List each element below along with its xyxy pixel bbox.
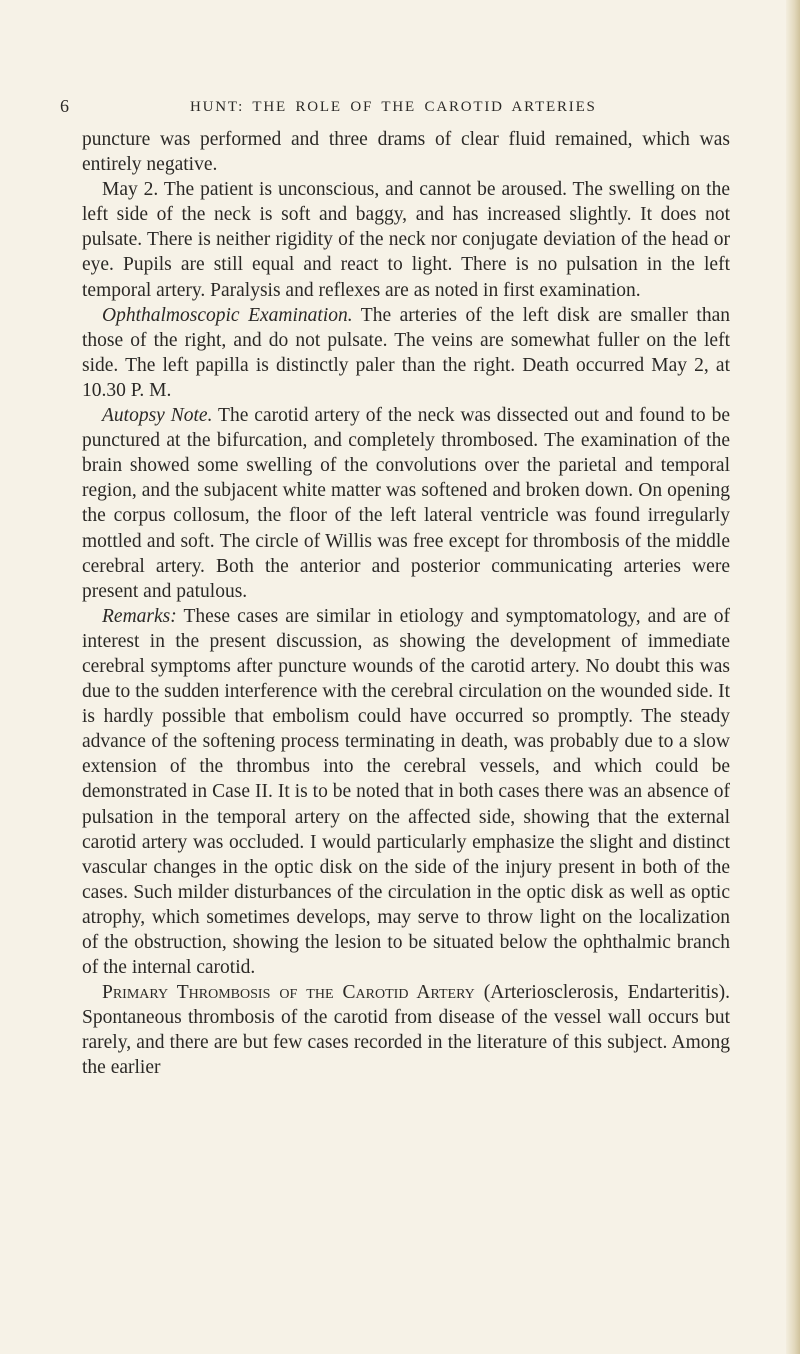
running-header <box>60 96 720 120</box>
paragraph-remarks <box>82 604 730 980</box>
paragraph-puncture-result: puncture was performed and three drams of clear fluid remained, which was entirely negative. <box>82 129 730 176</box>
paragraph-ophthalmoscopic <box>82 303 730 403</box>
autopsy-text: The carotid artery of the neck was dissected out and found to be punctured at the bifurcation, and completely thrombosed. The examination of the brain showed some swelling of the convolutions over the parietal and temporal region, and the subjacent white matter was softened and broken down. On opening the corpus collosum, the floor of the left lateral ventricle was found irregularly mottled and soft. The circle of Willis was free except for thrombosis of the middle cerebral artery. Both the anterior and posterior communicating arteries were present and patulous. <box>82 405 731 602</box>
ophthalmoscopic-heading: Ophthalmoscopic Examination. <box>102 304 353 326</box>
remarks-text: These cases are similar in etiology and symptomatology, and are of interest in the present discussion, as showing the development of immediate cerebral symptoms after puncture wounds of the carotid artery. No doubt this was due to the sudden interference with the cerebral circulation on the wounded side. It is hardly possible that embolism could have occurred so promptly. The steady advance of the softening process terminating in death, was probably due to a slow extension of the thrombus into the cerebral vessels, and which could be demonstrated in Case II. It is to be noted that in both cases there was an absence of pulsation in the temporal artery on the affected side, showing that the external carotid artery was occluded. I would particularly emphasize the slight and distinct vascular changes in the optic disk on the side of the injury present in both of the cases. Such milder disturbances of the circulation in the optic disk as well as optic atrophy, which sometimes develops, may serve to throw light on the localization of the obstruction, showing the lesion to be situated below the ophthalmic branch of the internal carotid. <box>82 605 730 979</box>
paragraph-primary-thrombosis <box>82 980 730 1080</box>
autopsy-heading: Autopsy Note. <box>102 405 213 427</box>
paragraph-may-2: May 2. The patient is unconscious, and cannot be aroused. The swelling on the left side of the neck is soft and baggy, and has increased slightly. It does not pulsate. There is neither rigidity of the neck nor conjugate deviation of the head or eye. Pupils are still equal and react to light. There is no pulsation in the left temporal artery. Paralysis and reflexes are as noted in first examination. <box>82 179 730 301</box>
page-number: 6 <box>60 96 69 116</box>
body-text <box>82 127 730 1081</box>
primary-thrombosis-heading: Primary Thrombosis of the Carotid Artery <box>102 982 475 1004</box>
remarks-heading: Remarks: <box>102 605 177 627</box>
primary-thrombosis-text: (Arteriosclerosis, Endarteritis). Spontaneous thrombosis of the carotid from disease of the vessel wall occurs but rarely, and there are but few cases recorded in the literature of this subject. Among the earlier <box>82 982 730 1079</box>
paragraph-autopsy <box>82 403 730 604</box>
running-head-title: HUNT: THE ROLE OF THE CAROTID ARTERIES <box>190 99 597 115</box>
ophthalmoscopic-text: The arteries of the left disk are smaller than those of the right, and do not pulsate. The veins are somewhat fuller on the left side. The left papilla is distinctly paler than the right. Death occurred May 2, at 10.30 P. M. <box>82 304 731 401</box>
page-edge-shadow <box>786 0 800 1354</box>
